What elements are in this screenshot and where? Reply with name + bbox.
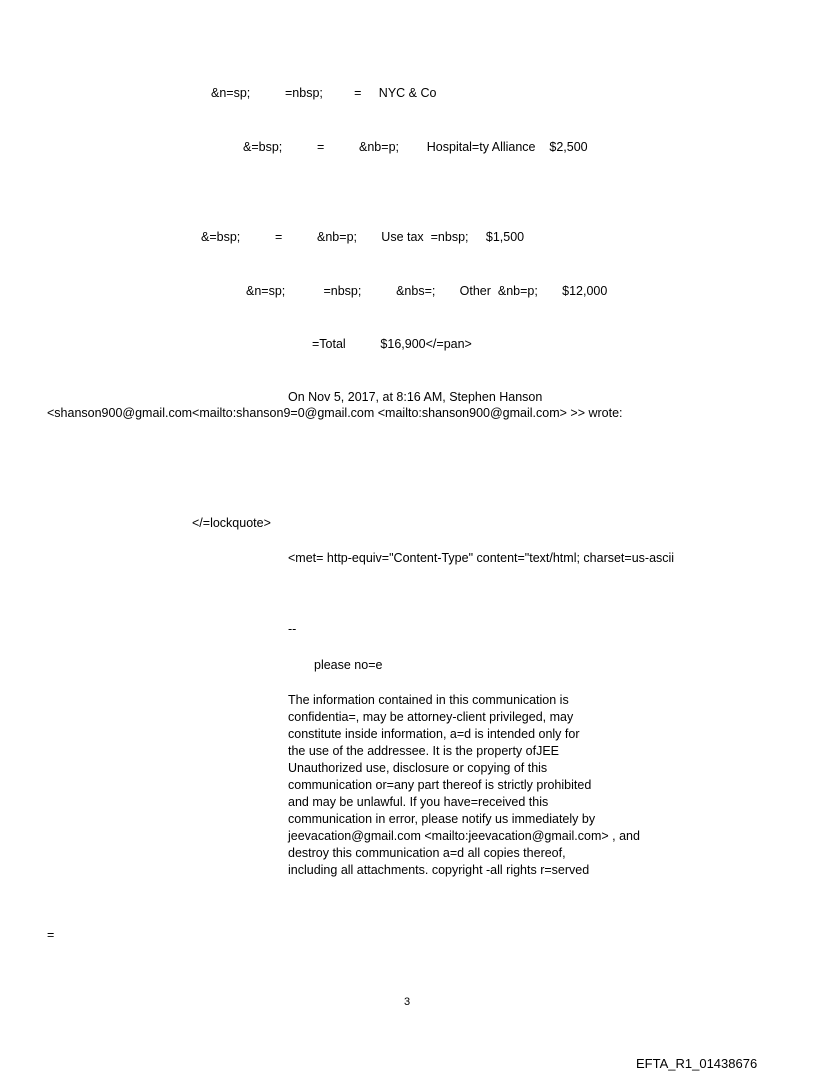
page-number: 3 [404, 996, 411, 1008]
disclaimer-line: communication in error, please notify us immediately by [288, 812, 596, 826]
disclaimer-line: jeevacation@gmail.com <mailto:jeevacation@gmail.com> , and [288, 829, 640, 843]
disclaimer-line: communication or=any part thereof is strictly prohibited [288, 778, 592, 792]
line-nyc-co: &n=sp; =nbsp; = NYC & Co [211, 86, 437, 100]
please-note: please no=e [314, 658, 383, 672]
line-hospitality-alliance: &=bsp; = &nb=p; Hospital=ty Alliance $2,500 [243, 140, 588, 154]
meta-tag-line: <met= http-equiv="Content-Type" content="text/html; charset=us-ascii [288, 551, 675, 565]
disclaimer-line: Unauthorized use, disclosure or copying of this [288, 761, 548, 775]
disclaimer-line: the use of the addressee. It is the property ofJEE [288, 744, 559, 758]
disclaimer-line: confidentia=, may be attorney-client privileged, may [288, 710, 574, 724]
blockquote-close: </=lockquote> [192, 516, 271, 530]
disclaimer-line: including all attachments. copyright -all rights r=served [288, 863, 590, 877]
line-use-tax: &=bsp; = &nb=p; Use tax =nbsp; $1,500 [201, 230, 525, 244]
quote-header-date: On Nov 5, 2017, at 8:16 AM, Stephen Hanson [288, 390, 543, 404]
disclaimer-line: destroy this communication a=d all copies thereof, [288, 846, 566, 860]
line-total: =Total $16,900</=pan> [312, 337, 472, 351]
disclaimer-line: The information contained in this communication is [288, 693, 569, 707]
disclaimer-line: constitute inside information, a=d is intended only for [288, 727, 580, 741]
trailing-equals: = [47, 928, 55, 942]
quote-header-email: <shanson900@gmail.com<mailto:shanson9=0@gmail.com <mailto:shanson900@gmail.com> >> wrote: [47, 406, 623, 420]
line-other: &n=sp; =nbsp; &nbs=; Other &nb=p; $12,000 [246, 284, 608, 298]
disclaimer-line: and may be unlawful. If you have=received this [288, 795, 549, 809]
document-id: EFTA_R1_01438676 [636, 1056, 758, 1071]
signature-separator: -- [288, 622, 297, 636]
